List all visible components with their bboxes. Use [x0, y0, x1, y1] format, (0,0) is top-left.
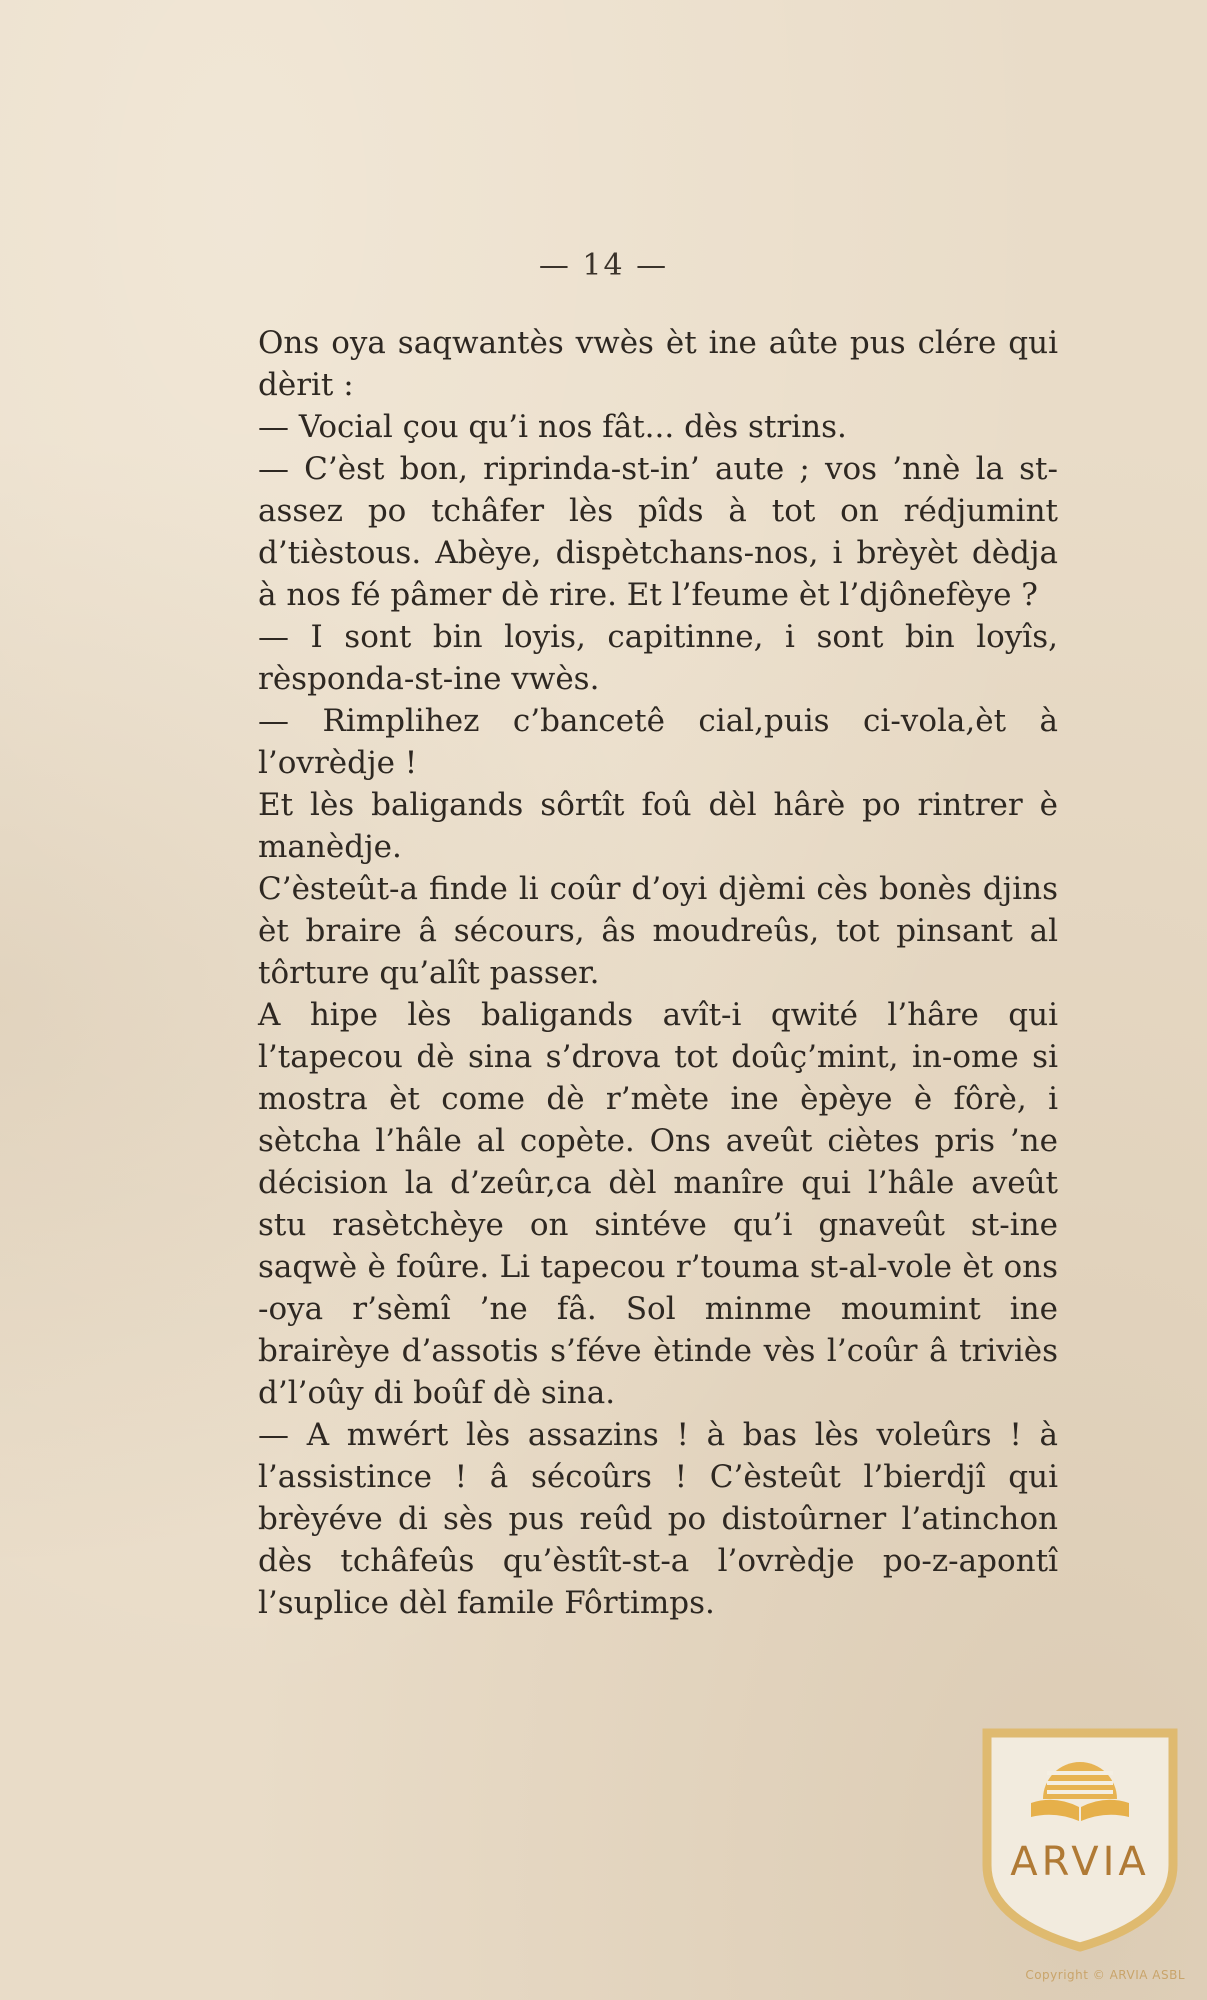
shield-icon — [975, 1715, 1185, 1955]
paragraph-2: — Vocial çou qu’i nos fât... dès strins. — [258, 409, 847, 445]
page-number: — 14 — — [538, 248, 669, 283]
body-text — [258, 322, 1058, 1624]
copyright-notice: Copyright © ARVIA ASBL — [1025, 1968, 1185, 1982]
paragraph-1: Ons oya saqwantès vwès èt ine aûte pus clére qui dèrit : — [258, 325, 1058, 403]
stamp-label: ARVIA — [1010, 1839, 1150, 1885]
paragraph-7: C’èsteût-a finde li coûr d’oyi djèmi cès bonès djins èt braire â sécours, âs moudreûs, tot pinsant al tôrture qu’alît passer. — [258, 871, 1058, 991]
paragraph-8: A hipe lès baligands avît-i qwité l’hâre qui l’tapecou dè sina s’drova tot doûç’mint, in-ome si mostra èt come dè r’mète ine èpèye è fôrè, i sètcha l’hâle al copète. Ons aveût ciètes pris ’ne décision la d’zeûr,ca dèl manîre qui l’hâle aveût stu rasètchèye on sintéve qu’i gnaveût st-ine saqwè è foûre. Li tapecou r’touma st-al-vole èt ons -oya r’sèmî ’ne fâ. Sol minme moumint ine brairèye d’assotis s’féve ètinde vès l’coûr â triviès d’l’oûy di boûf dè sina. — [258, 997, 1058, 1411]
paragraph-3: — C’èst bon, riprinda-st-in’ aute ; vos ’nnè la st-assez po tchâfer lès pîds à tot on rédjumint d’tièstous. Abèye, dispètchans-nos, i brèyèt dèdja à nos fé pâmer dè rire. Et l’feume èt l’djônefèye ? — [258, 451, 1058, 613]
paragraph-6: Et lès baligands sôrtît foû dèl hârè po rintrer è manèdje. — [258, 787, 1058, 865]
paragraph-4: — I sont bin loyis, capitinne, i sont bin loyîs, rèsponda-st-ine vwès. — [258, 619, 1058, 697]
paragraph-5: — Rimplihez c’bancetê cial,puis ci-vola,èt à l’ovrèdje ! — [258, 703, 1058, 781]
arvia-stamp — [975, 1715, 1185, 1955]
paragraph-9: — A mwért lès assazins ! à bas lès voleûrs ! à l’assistince ! â sécoûrs ! C’èsteût l’bierdjî qui brèyéve di sès pus reûd po distoûrner l’atinchon dès tchâfeûs qu’èstît-st-a l’ovrèdje po-z-apontî l’suplice dèl famile Fôrtimps. — [258, 1417, 1058, 1621]
